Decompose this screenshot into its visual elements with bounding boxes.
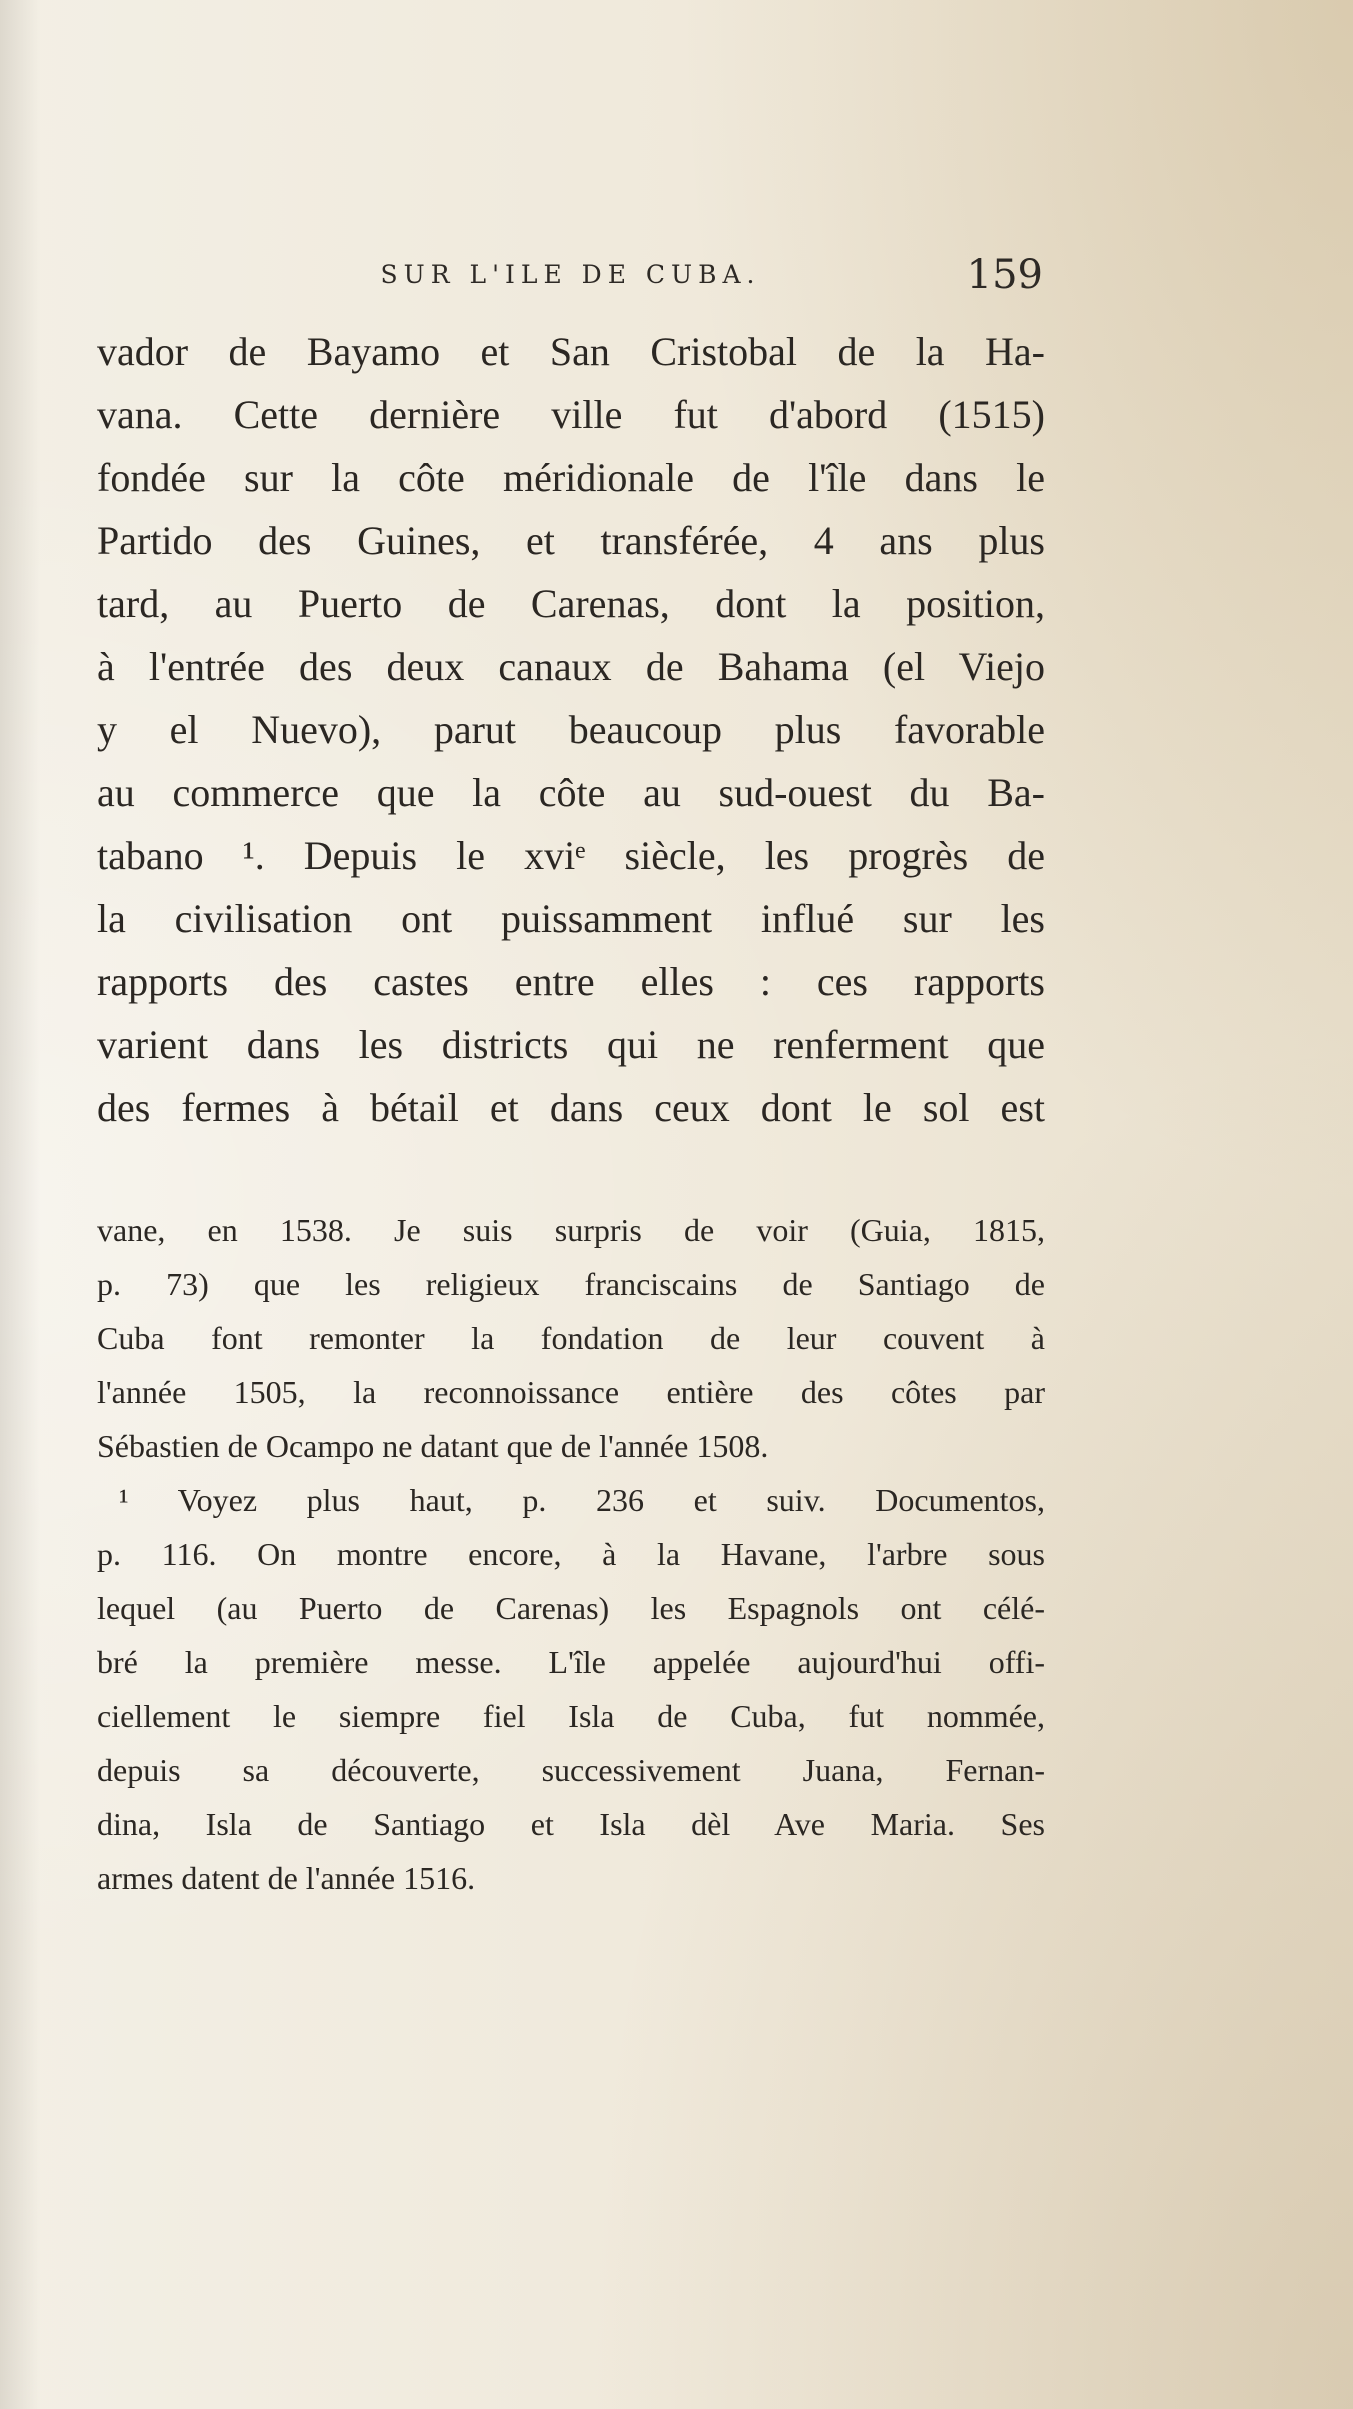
footnote-line: bré la première messe. L'île appelée aujourd'hui offi- [97, 1644, 1045, 1680]
footnote-line: p. 73) que les religieux franciscains de Santiago de [97, 1266, 1045, 1302]
text-line: tard, au Puerto de Carenas, dont la position, [97, 581, 1045, 626]
text-line: à l'entrée des deux canaux de Bahama (el Viejo [97, 644, 1045, 689]
text-line: vana. Cette dernière ville fut d'abord (1515) [97, 392, 1045, 437]
text-line: fondée sur la côte méridionale de l'île dans le [97, 455, 1045, 500]
text-line: des fermes à bétail et dans ceux dont le sol est [97, 1085, 1045, 1130]
page-number: 159 [966, 252, 1043, 298]
footnote-line: ciellement le siempre fiel Isla de Cuba, fut nommée, [97, 1698, 1045, 1734]
text-line: tabano ¹. Depuis le xviᵉ siècle, les progrès de [97, 833, 1045, 878]
footnote-line: dina, Isla de Santiago et Isla dèl Ave Maria. Ses [97, 1806, 1045, 1842]
text-line: la civilisation ont puissamment influé sur les [97, 896, 1045, 941]
footnote-line: Cuba font remonter la fondation de leur couvent à [97, 1320, 1045, 1356]
text-line: au commerce que la côte au sud-ouest du Ba- [97, 770, 1045, 815]
text-line: Partido des Guines, et transférée, 4 ans plus [97, 518, 1045, 563]
footnote-line: vane, en 1538. Je suis surpris de voir (Guia, 1815, [97, 1212, 1045, 1248]
footnote-line: armes datent de l'année 1516. [97, 1860, 476, 1896]
text-line: y el Nuevo), parut beaucoup plus favorable [97, 707, 1045, 752]
footnote-line: depuis sa découverte, successivement Juana, Fernan- [97, 1752, 1045, 1788]
footnote-line: p. 116. On montre encore, à la Havane, l'arbre sous [97, 1536, 1045, 1572]
footnotes [97, 1203, 1045, 1905]
footnote-line: Sébastien de Ocampo ne datant que de l'année 1508. [97, 1428, 769, 1464]
running-head [98, 252, 1043, 304]
footnote-line: ¹ Voyez plus haut, p. 236 et suiv. Documentos, [119, 1482, 1045, 1518]
text-line: vador de Bayamo et San Cristobal de la Ha- [97, 329, 1045, 374]
footnote-line: l'année 1505, la reconnoissance entière des côtes par [97, 1374, 1045, 1410]
footnote-line: lequel (au Puerto de Carenas) les Espagnols ont célé- [97, 1590, 1045, 1626]
text-line: varient dans les districts qui ne renferment que [97, 1022, 1045, 1067]
page-fold-shadow [0, 0, 40, 2409]
main-text [97, 320, 1045, 1139]
running-title: SUR L'ILE DE CUBA. [380, 260, 761, 289]
text-line: rapports des castes entre elles : ces rapports [97, 959, 1045, 1004]
